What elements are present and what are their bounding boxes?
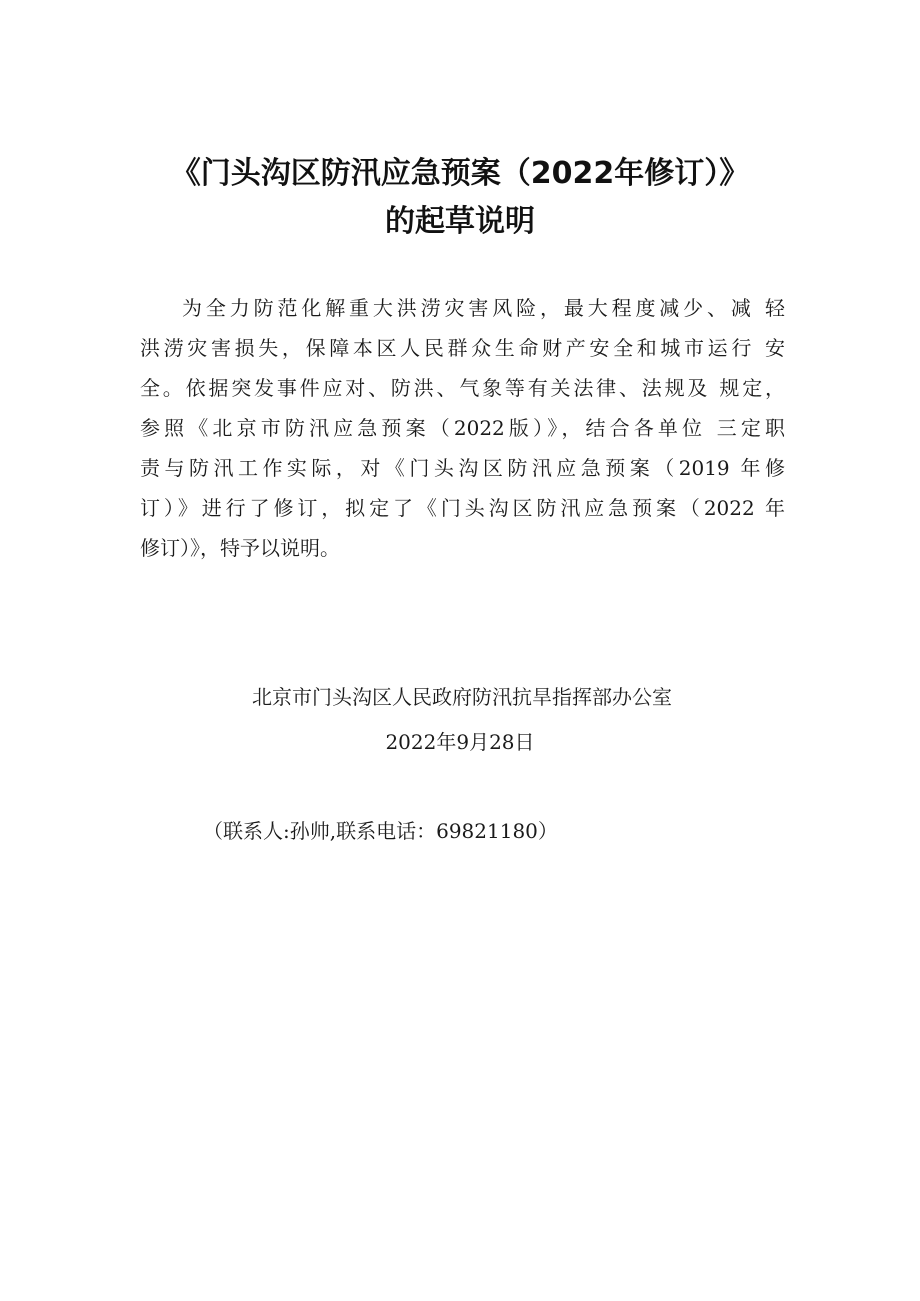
body-line: 参照《北京市防汛应急预案（2022版）》，结合各单位 三定职	[140, 416, 785, 440]
body-line: 责与防汛工作实际，对《门头沟区防汛应急预案（2019 年修	[140, 456, 785, 480]
body-line: 为全力防范化解重大洪涝灾害风险，最大程度减少、减 轻	[182, 296, 785, 320]
body-line: 洪涝灾害损失，保障本区人民群众生命财产安全和城市运行 安	[140, 336, 785, 360]
body-paragraph	[140, 288, 785, 568]
signature-date: 2022年9月28日	[385, 730, 535, 754]
body-line: 全。依据突发事件应对、防洪、气象等有关法律、法规及 规定，	[140, 376, 785, 400]
contact-info: （联系人:孙帅,联系电话：69821180）	[203, 819, 558, 843]
signature-organization: 北京市门头沟区人民政府防汛抗旱指挥部办公室	[252, 685, 672, 709]
body-line: 订）》进行了修订，拟定了《门头沟区防汛应急预案（2022 年	[140, 496, 785, 520]
document-title-line-2: 的起草说明	[385, 204, 535, 239]
body-line: 修订）》，特予以说明。	[140, 536, 340, 560]
document-title-line-1: 《门头沟区防汛应急预案（2022年修订）》	[170, 156, 750, 191]
